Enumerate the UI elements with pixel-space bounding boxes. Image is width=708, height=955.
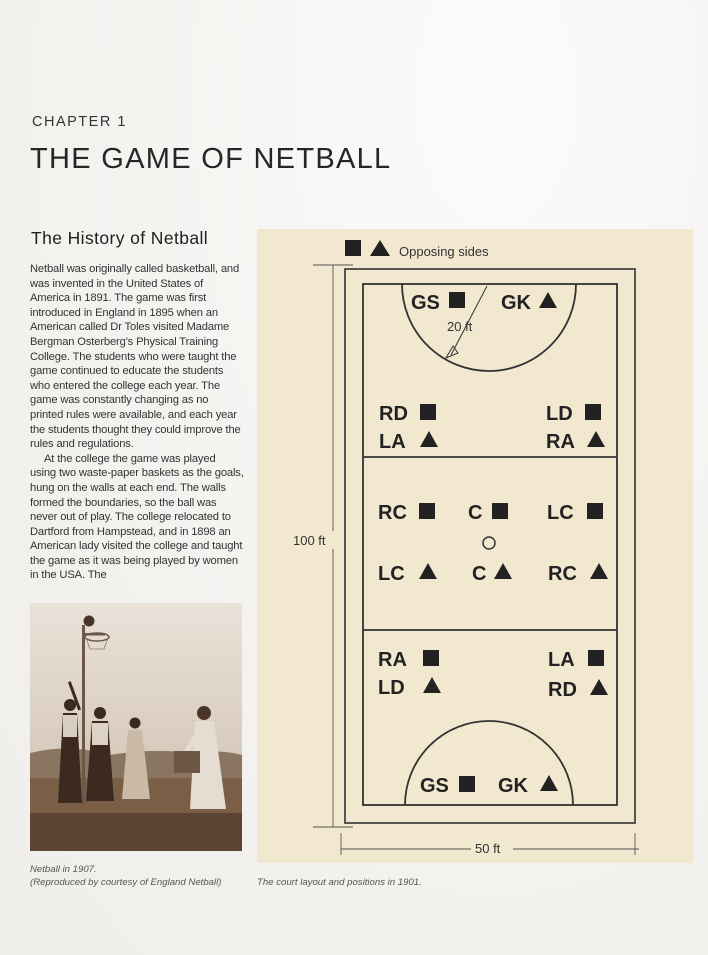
position-rd: RD — [379, 403, 408, 425]
position-c: C — [468, 502, 483, 524]
legend-label: Opposing sides — [399, 244, 489, 259]
position-rc: RC — [548, 563, 577, 585]
court-diagram — [257, 229, 693, 863]
photo-caption — [30, 864, 221, 889]
paragraph: At the college the game was played using two waste-paper baskets as the goals, hung on the walls at each end. The walls formed the boundaries, so the ball was never out of play. The college relocated to Dartford from Hampstead, and in 1898 an American lady visited the college and taught the game as it was being played by women in the USA. The — [30, 452, 244, 582]
page-title: THE GAME OF NETBALL — [30, 143, 392, 175]
position-ld: LD — [546, 403, 573, 425]
position-gk-top: GK — [501, 292, 531, 314]
diagram-caption: The court layout and positions in 1901. — [257, 877, 422, 888]
position-rd: RD — [548, 679, 577, 701]
position-lc: LC — [378, 563, 405, 585]
photo-caption-line: Netball in 1907. — [30, 864, 97, 875]
position-rc: RC — [378, 502, 407, 524]
position-la: LA — [379, 431, 406, 453]
length-dimension: 100 ft — [293, 533, 326, 548]
section-heading: The History of Netball — [31, 228, 209, 248]
position-ld: LD — [378, 677, 405, 699]
position-gs-top: GS — [411, 292, 440, 314]
position-ra: RA — [378, 649, 407, 671]
position-gk-bottom: GK — [498, 775, 528, 797]
historical-photo — [30, 603, 242, 851]
position-lc: LC — [547, 502, 574, 524]
width-dimension: 50 ft — [475, 841, 501, 856]
position-c: C — [472, 563, 487, 585]
chapter-label: CHAPTER 1 — [32, 114, 127, 130]
position-gs-bottom: GS — [420, 775, 449, 797]
paragraph: Netball was originally called basketball, and was invented in the United States of America in 1891. The game was first introduced in England in 1895 when an American called Dr Toles visited Madame Bergman Osterberg's Physical Training College. The students who were taught the game continued to educate the students who entered the college each year. The game was constantly changing as no printed rules were available, and each year the students thought they could improve the rules and regulations. — [30, 263, 241, 451]
position-la: LA — [548, 649, 575, 671]
photo-caption-line: (Reproduced by courtesy of England Netball) — [30, 876, 222, 888]
body-text — [30, 262, 244, 583]
square-marker-icon — [345, 240, 361, 256]
circle-radius-label: 20 ft — [447, 319, 473, 334]
position-ra: RA — [546, 431, 575, 453]
